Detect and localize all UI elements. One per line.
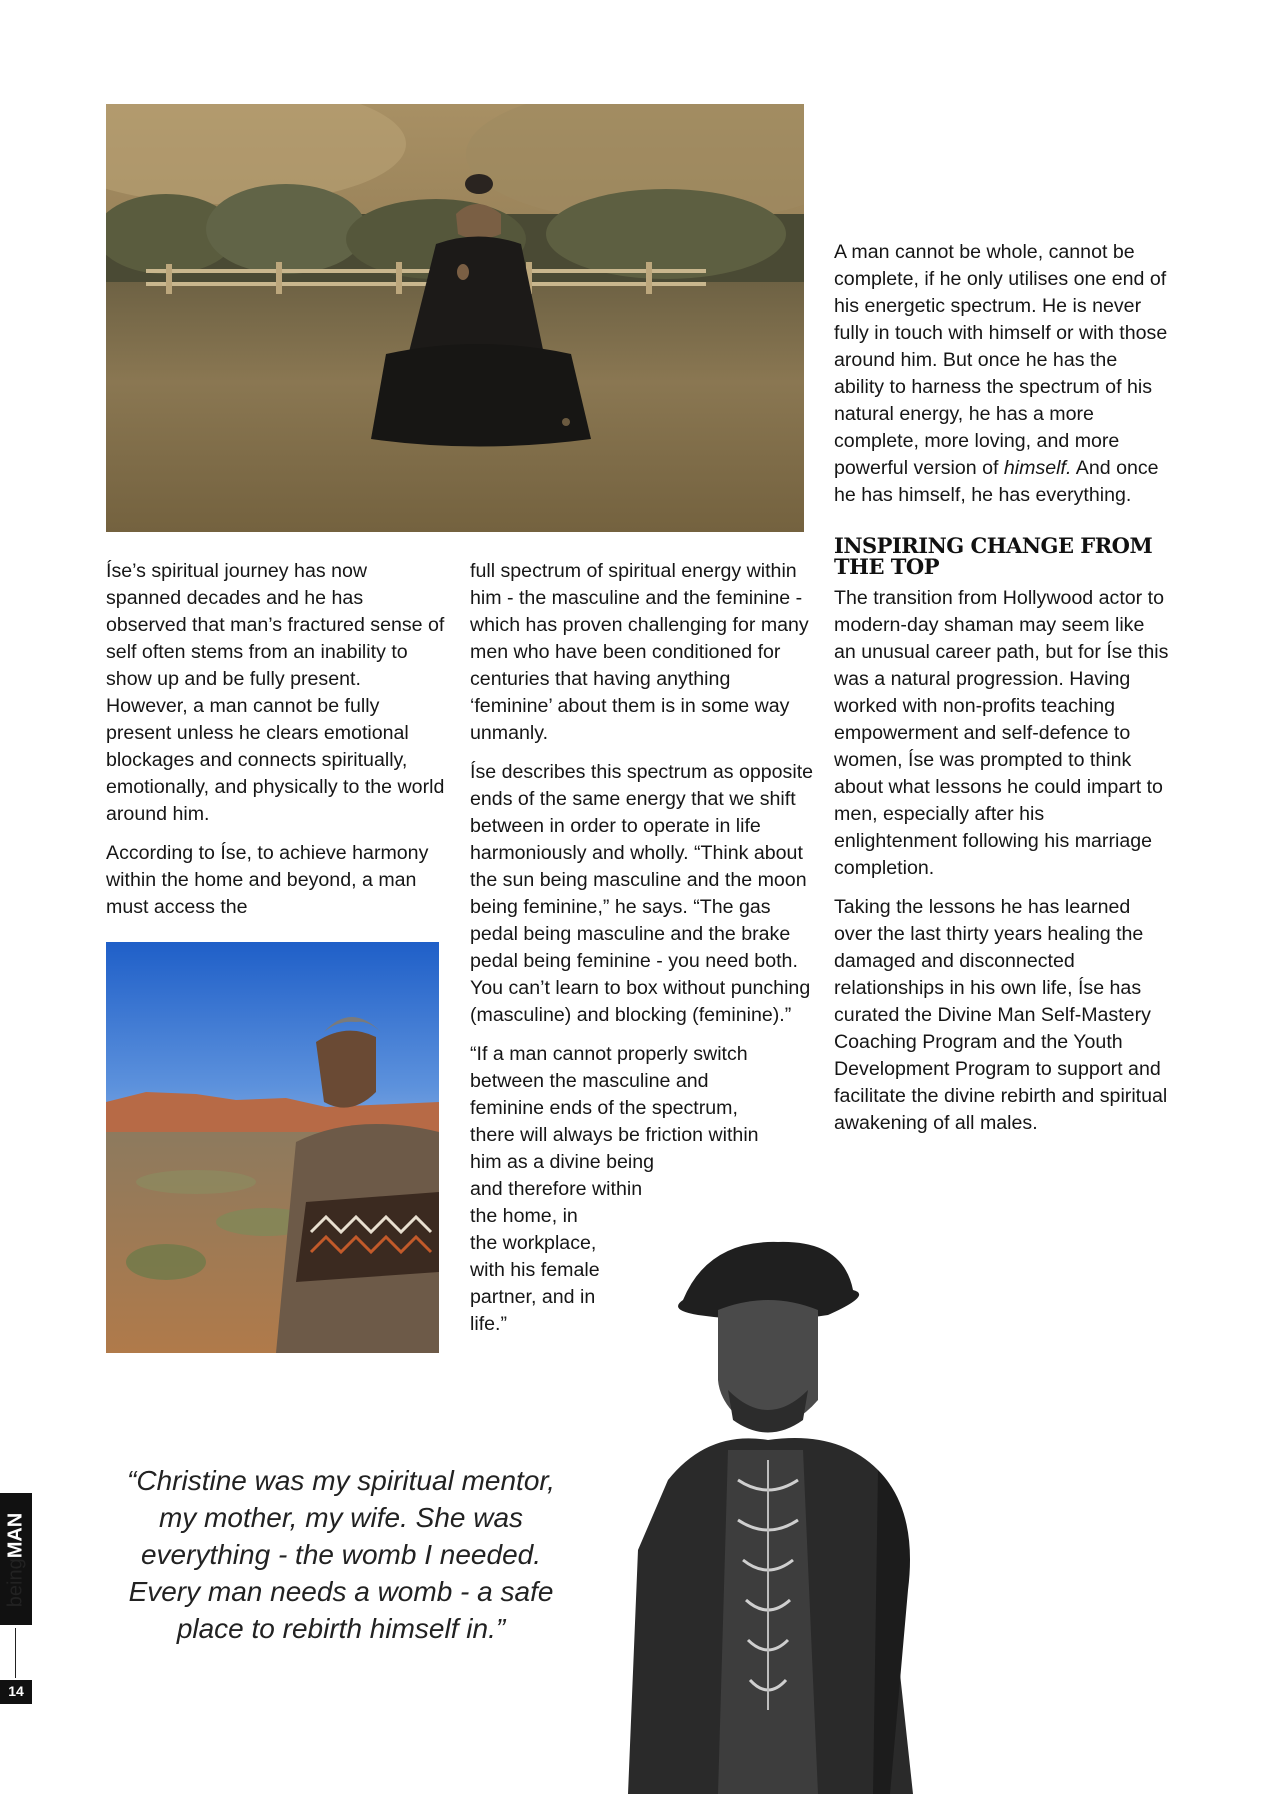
sidebar-divider — [15, 1628, 16, 1678]
paragraph: full spectrum of spiritual energy within him - the masculine and the feminine - which has proven challenging for many men who have been conditioned for centuries that having anything ‘feminine’ about them is in some way unmanly. — [470, 560, 809, 744]
text-line: there will always be friction within — [470, 1124, 759, 1146]
text-line: “If a man cannot properly switch — [470, 1043, 748, 1065]
text-line: partner, and in — [470, 1286, 596, 1308]
text-line: him as a divine being — [470, 1151, 655, 1173]
brand-logo-light: being — [4, 1558, 27, 1608]
text-line: and therefore within — [470, 1178, 643, 1200]
cowboy-portrait-photo — [628, 1230, 968, 1794]
text-line: between the masculine and — [470, 1070, 709, 1092]
meditation-photo — [106, 104, 804, 532]
text-line: the workplace, — [470, 1232, 597, 1254]
article-column-1 — [106, 558, 446, 933]
paragraph: Taking the lessons he has learned over the last thirty years healing the damaged and disconnected relationships in his own life, Íse has curated the Divine Man Self-Mastery Coaching Program and the Youth Development Program to support and facilitate the divine rebirth and spiritual awakening of all males. — [834, 896, 1168, 1134]
text-run: And once he has himself, he has everything. — [834, 457, 1159, 506]
brand-logo — [5, 1513, 28, 1607]
paragraph: Íse’s spiritual journey has now spanned decades and he has observed that man’s fractured sense of self often stems from an inability to show up and be fully present. However, a man cannot be fully present unless he clears emotional blockages and connects spiritually, emotionally, and physically to the world around him. — [106, 560, 445, 825]
paragraph — [834, 239, 1170, 509]
paragraph: Íse describes this spectrum as opposite ends of the same energy that we shift between in order to operate in life harmoniously and wholly. “Think about the sun being masculine and the moon being feminine,” he says. “The gas pedal being masculine and the brake pedal being feminine - you need both. You can’t learn to box without punching (masculine) and blocking (feminine).” — [470, 761, 814, 1026]
paragraph: The transition from Hollywood actor to modern-day shaman may seem like an unusual career path, but for Íse this was a natural progression. Having worked with non-profits teaching empowerment and self-defence to women, Íse was prompted to think about what lessons he could impart to men, especially after his enlightenment following his marriage completion. — [834, 587, 1169, 879]
text-line: the home, in — [470, 1205, 578, 1227]
section-heading: INSPIRING CHANGE FROM THE TOP — [834, 533, 1153, 579]
text-line: with his female — [470, 1259, 600, 1281]
italic-text: himself. — [1003, 457, 1072, 479]
text-run: A man cannot be whole, cannot be complete, if he only utilises one end of his energetic spectrum. He is never fully in touch with himself or with those around him. But once he has the ability to harness the spectrum of his natural energy, he has a more complete, more loving, and more powerful version of — [834, 241, 1168, 479]
brand-logo-bold: MAN — [4, 1512, 27, 1559]
text-line: life.” — [470, 1313, 508, 1335]
portrait-laughing-photo — [106, 942, 439, 1353]
page-number: 14 — [8, 1683, 24, 1699]
pull-quote: “Christine was my spiritual mentor, my mother, my wife. She was everything - the womb I needed. Every man needs a womb - a safe place to rebirth himself in.” — [127, 1465, 555, 1644]
text-line: feminine ends of the spectrum, — [470, 1097, 738, 1119]
paragraph: According to Íse, to achieve harmony within the home and beyond, a man must access the — [106, 842, 429, 918]
article-column-3 — [834, 239, 1170, 1149]
